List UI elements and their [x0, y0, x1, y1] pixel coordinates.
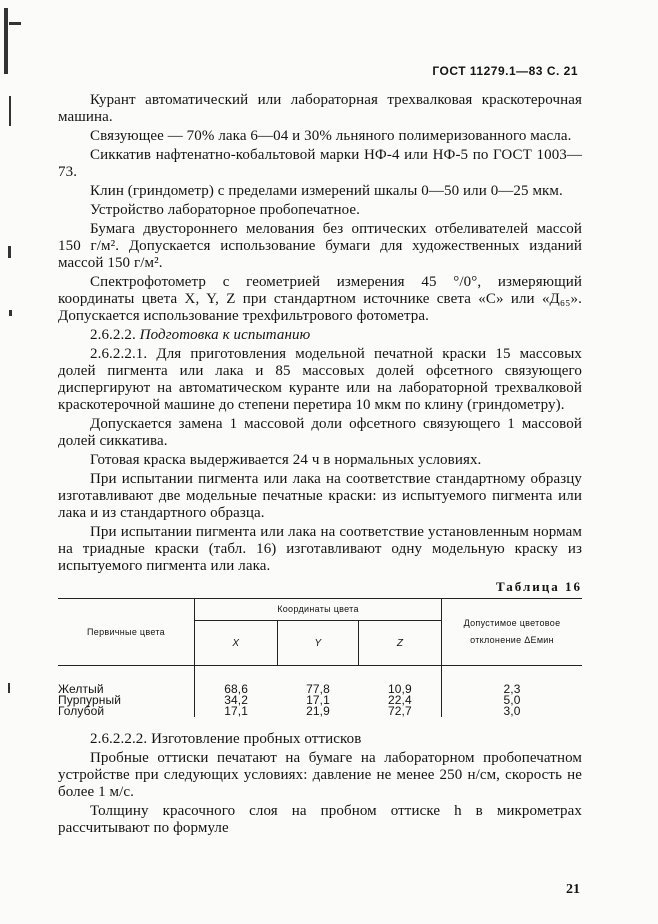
cell-tolerance: 5,0 [503, 693, 521, 707]
scan-edge-mark [4, 8, 8, 74]
paragraph-conditioning: Готовая краска выдерживается 24 ч в нормальных условиях. [90, 452, 482, 468]
paragraph-binder: Связующее — 70% лака 6—04 и 30% льняного полимеризованного масла. [90, 128, 572, 144]
table-row [58, 666, 582, 696]
paragraph-substitution: Допускается замена 1 массовой доли офсетного связующего 1 массовой долей сиккатива. [58, 416, 582, 449]
cell-x: 68,6 [224, 682, 248, 696]
cell-y: 77,8 [306, 682, 330, 696]
scan-edge-mark [9, 96, 11, 126]
section-number: 2.6.2.2. [90, 327, 136, 343]
scan-edge-mark [8, 683, 10, 693]
scan-edge-mark [9, 22, 21, 25]
table-row [58, 706, 582, 717]
paragraph-kurant: Курант автоматический или лабораторная трехвалковая краскотерочная машина. [58, 92, 582, 125]
running-header: ГОСТ 11279.1—83 С. 21 [432, 64, 578, 78]
section-heading-proof-prints: 2.6.2.2.2. Изготовление пробных оттисков [90, 731, 362, 747]
body-text [58, 92, 582, 839]
color-coordinates-table [58, 598, 582, 717]
section-title: Подготовка к испытанию [139, 327, 311, 343]
paragraph-paper: Бумага двустороннего мелования без оптических отбеливателей массой 150 г/м². Допускается использование бумаги для художественных изданий массой 150 г/м². [58, 221, 582, 271]
header-z: Z [359, 621, 442, 666]
paragraph-model-ink: 2.6.2.2.1. Для приготовления модельной печатной краски 15 массовых долей пигмента или лака и 85 массовых долей офсетного связующего диспергируют на автоматическом куранте или на лабораторной трехвалковой краскотерочной машине до степени перетира 10 мкм по клину (гриндометру). [58, 346, 582, 413]
paragraph-triad-inks: При испытании пигмента или лака на соответствие установленным нормам на триадные краски (табл. 16) изготавливают одну модельную краску из испытуемого пигмента или лака. [58, 524, 582, 574]
paragraph-spectrophotometer: Спектрофотометр с геометрией измерения 45 °/0°, измеряющий координаты цвета X, Y, Z при стандартном источнике света «С» или «Д₆₅». Допускается использование трехфильтрового фотометра. [58, 274, 582, 324]
table-caption: Таблица 16 [495, 579, 582, 594]
cell-z: 10,9 [359, 666, 442, 696]
paragraph-siccative: Сиккатив нафтенатно-кобальтовой марки НФ-4 или НФ-5 по ГОСТ 1003—73. [58, 147, 582, 180]
paragraph-grindometer: Клин (гриндометр) с пределами измерений шкалы 0—50 или 0—25 мкм. [90, 183, 563, 199]
paragraph-printing-conditions: Пробные оттиски печатают на бумаге на лабораторном пробопечатном устройстве при следующих условиях: давление не менее 250 н/см, скорость не более 1 м/с. [58, 750, 582, 800]
scan-edge-mark [9, 310, 12, 316]
cell-color-name: Пурпурный [58, 695, 195, 706]
cell-tolerance: 3,0 [503, 704, 521, 718]
paragraph-standard-sample: При испытании пигмента или лака на соответствие стандартному образцу изготавливают две модельные печатные краски: из испытуемого пигмента или лака и из стандартного образца. [58, 471, 582, 521]
header-color-coordinates: Координаты цвета [195, 599, 442, 621]
paragraph-proof-device: Устройство лабораторное пробопечатное. [90, 202, 360, 218]
cell-x: 34,2 [224, 693, 248, 707]
scan-edge-mark [8, 246, 11, 258]
paragraph-ink-thickness: Толщину красочного слоя на пробном оттиске h в микрометрах рассчитывают по формуле [58, 803, 582, 836]
cell-color-name: Желтый [58, 666, 195, 696]
section-heading-preparation [58, 327, 582, 344]
cell-y: 21,9 [306, 704, 330, 718]
cell-color-name: Голубой [58, 706, 195, 717]
cell-x: 17,1 [224, 704, 248, 718]
cell-y: 17,1 [306, 693, 330, 707]
header-y: Y [277, 621, 358, 666]
cell-z: 22,4 [359, 695, 442, 706]
cell-tolerance: 2,3 [503, 682, 521, 696]
header-primary-colors: Первичные цвета [58, 599, 195, 666]
page-number: 21 [566, 882, 580, 897]
header-tolerance: Допустимое цветовое отклонение ΔЕмин [442, 599, 583, 666]
header-x: X [195, 621, 278, 666]
cell-z: 72,7 [359, 706, 442, 717]
